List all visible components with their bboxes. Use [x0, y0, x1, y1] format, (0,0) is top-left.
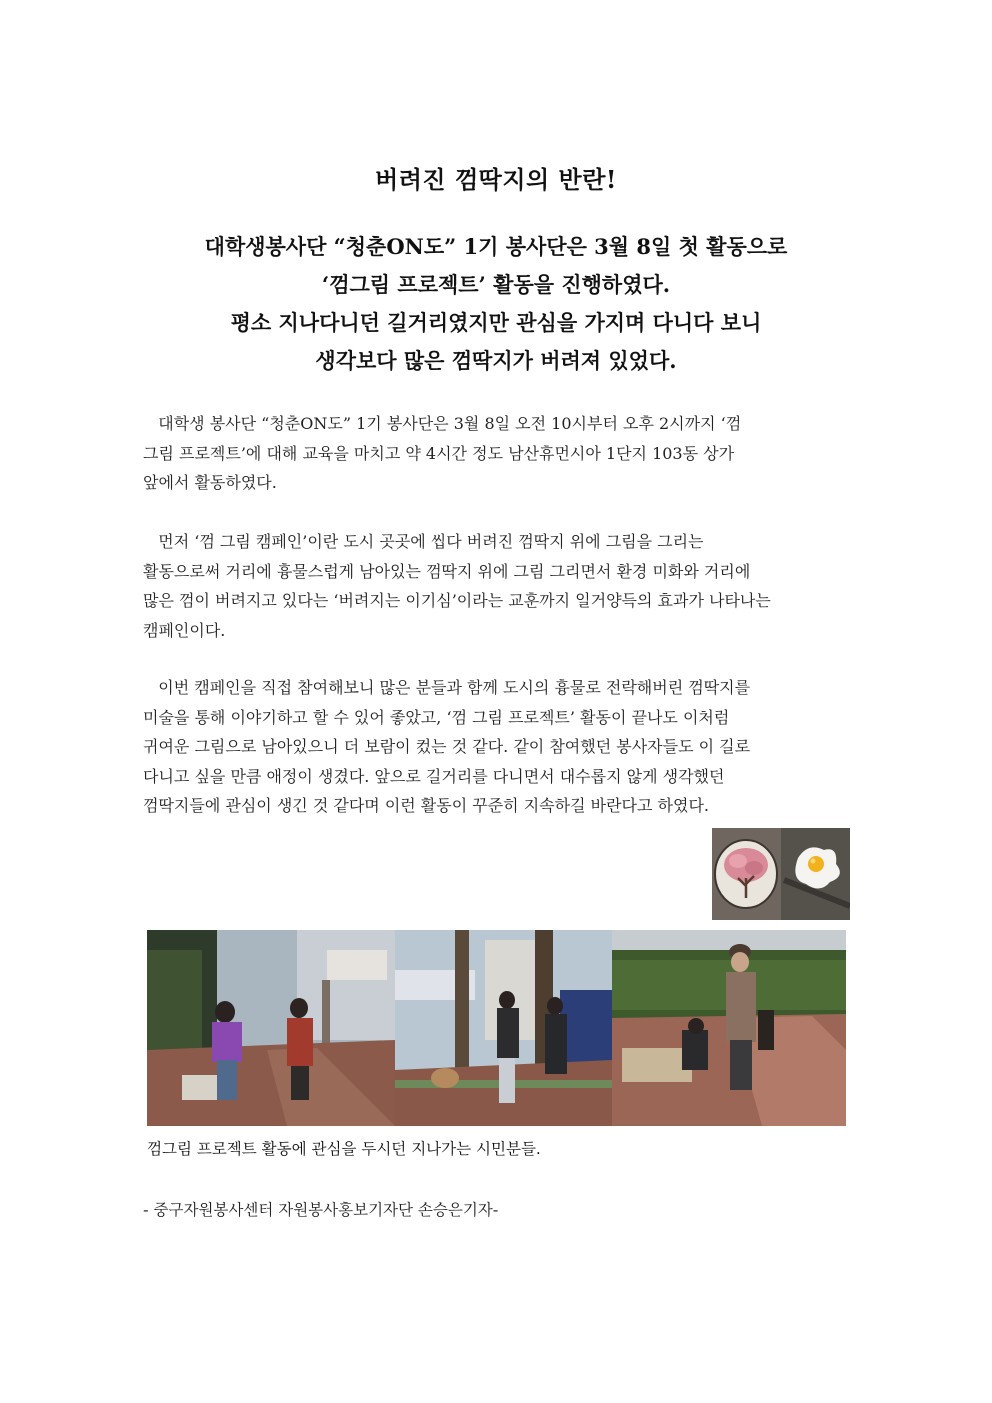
paragraph-line: 많은 껌이 버려지고 있다는 ‘버려지는 이기심’이라는 교훈까지 일거양득의 효과가 나타나는: [143, 591, 771, 610]
paragraph-line: 껌딱지들에 관심이 생긴 것 같다며 이런 활동이 꾸준히 지속하길 바란다고 하였다.: [143, 796, 709, 815]
lead-line: ‘껌그림 프로젝트’ 활동을 진행하였다.: [321, 272, 671, 297]
paragraph-3: [143, 673, 863, 821]
photo-caption: 껌그림 프로젝트 활동에 관심을 두시던 지나가는 시민분들.: [147, 1140, 541, 1158]
article-title: 버려진 껌딱지의 반란!: [375, 165, 617, 194]
paragraph-line: 활동으로써 거리에 흉물스럽게 남아있는 껌딱지 위에 그림 그리면서 환경 미화와 거리에: [143, 561, 751, 581]
activity-photo-right: [612, 930, 846, 1126]
paragraph-line: 앞에서 활동하였다.: [143, 473, 277, 492]
lead-line: 대학생봉사단 “청춘ON도” 1기 봉사단은 3월 8일 첫 활동으로: [204, 234, 788, 259]
lead-line: 생각보다 많은 껌딱지가 버려져 있었다.: [315, 348, 677, 373]
paragraph-line: 다니고 싶을 만큼 애정이 생겼다. 앞으로 길거리를 다니면서 대수롭지 않게 생각했던: [143, 766, 725, 786]
lead-line: 평소 지나다니던 길거리였지만 관심을 가지며 다니다 보니: [230, 310, 762, 335]
paragraph-line: 캠페인이다.: [143, 620, 226, 640]
lead-text: [60, 228, 932, 380]
paragraph-line: 그림 프로젝트’에 대해 교육을 마치고 약 4시간 정도 남산휴먼시아 1단지 103동 상가: [143, 443, 735, 463]
gum-art-photo: [712, 828, 850, 920]
activity-photo-middle: [395, 930, 612, 1126]
byline: - 중구자원봉사센터 자원봉사홍보기자단 손승은기자-: [143, 1201, 499, 1219]
paragraph-2: [143, 527, 863, 645]
paragraph-line: 대학생 봉사단 “청춘ON도” 1기 봉사단은 3월 8일 오전 10시부터 오후 2시까지 ‘껌: [143, 414, 742, 433]
paragraph-line: 귀여운 그림으로 남아있으니 더 보람이 컸는 것 같다. 같이 참여했던 봉사자들도 이 길로: [143, 737, 751, 756]
paragraph-line: 미술을 통해 이야기하고 할 수 있어 좋았고, ‘껌 그림 프로젝트’ 활동이 끝나도 이처럼: [143, 707, 730, 727]
paragraph-line: 이번 캠페인을 직접 참여해보니 많은 분들과 함께 도시의 흉물로 전락해버린 껌딱지를: [143, 678, 751, 697]
paragraph-line: 먼저 ‘껌 그림 캠페인’이란 도시 곳곳에 씹다 버려진 껌딱지 위에 그림을 그리는: [143, 532, 704, 551]
activity-photo-left: [147, 930, 395, 1126]
paragraph-1: [143, 409, 863, 498]
